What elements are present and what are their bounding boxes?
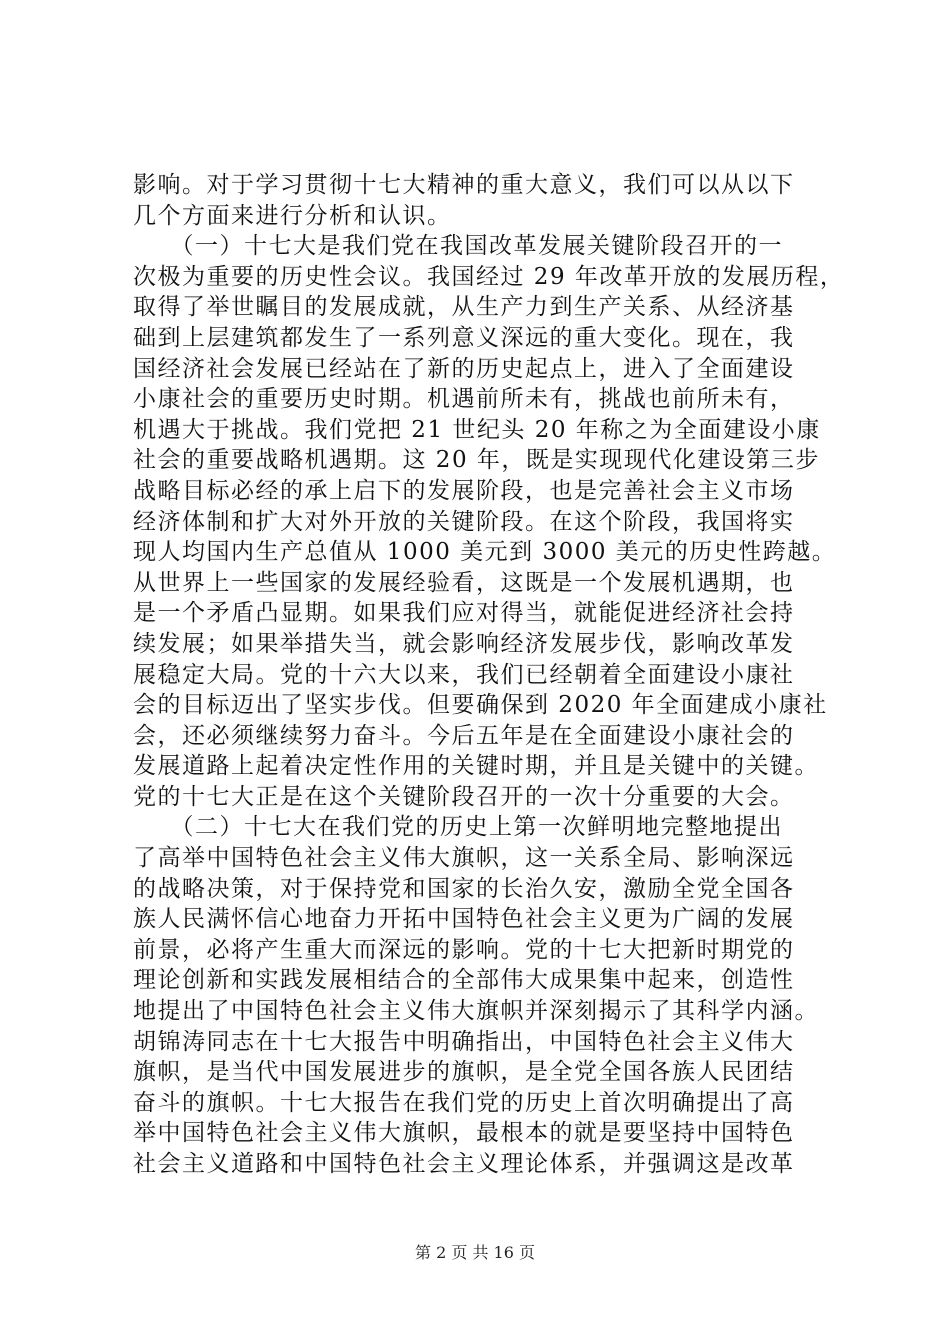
text-line: 理论创新和实践发展相结合的全部伟大成果集中起来，创造性 (133, 967, 795, 994)
text-line: （一）十七大是我们党在我国改革发展关键阶段召开的一 (133, 233, 783, 260)
text-line: 旗帜，是当代中国发展进步的旗帜，是全党全国各族人民团结 (133, 1059, 795, 1086)
text-line: 胡锦涛同志在十七大报告中明确指出，中国特色社会主义伟大 (133, 1028, 795, 1055)
text-line: 举中国特色社会主义伟大旗帜，最根本的就是要坚持中国特色 (133, 1120, 795, 1147)
text-line: 会，还必须继续努力奋斗。今后五年是在全面建设小康社会的 (133, 722, 795, 749)
text-line: 展稳定大局。党的十六大以来，我们已经朝着全面建设小康社 (133, 661, 795, 688)
text-line: 发展道路上起着决定性作用的关键时期，并且是关键中的关键。 (133, 753, 819, 780)
text-line: 会的目标迈出了坚实步伐。但要确保到 2020 年全面建成小康社 (133, 692, 828, 719)
text-line: 续发展；如果举措失当，就会影响经济发展步伐，影响改革发 (133, 630, 795, 657)
text-line: 机遇大于挑战。我们党把 21 世纪头 20 年称之为全面建设小康 (133, 416, 821, 443)
text-line: 的战略决策，对于保持党和国家的长治久安，激励全党全国各 (133, 875, 795, 902)
text-line: 现人均国内生产总值从 1000 美元到 3000 美元的历史性跨越。 (133, 539, 837, 566)
text-line: 小康社会的重要历史时期。机遇前所未有，挑战也前所未有， (133, 386, 795, 413)
text-line: 次极为重要的历史性会议。我国经过 29 年改革开放的发展历程， (133, 263, 845, 290)
page-footer: 第 2 页 共 16 页 (415, 1243, 535, 1262)
text-line: 前景，必将产生重大而深远的影响。党的十七大把新时期党的 (133, 936, 795, 963)
text-line: 地提出了中国特色社会主义伟大旗帜并深刻揭示了其科学内涵。 (133, 998, 819, 1025)
text-line: 社会主义道路和中国特色社会主义理论体系，并强调这是改革 (133, 1151, 795, 1177)
text-line: 影响。对于学习贯彻十七大精神的重大意义，我们可以从以下 (133, 172, 795, 198)
text-line: 从世界上一些国家的发展经验看，这既是一个发展机遇期，也 (133, 569, 795, 596)
body-text (133, 170, 845, 1180)
text-line: 族人民满怀信心地奋力开拓中国特色社会主义更为广阔的发展 (133, 906, 795, 933)
text-line: 党的十七大正是在这个关键阶段召开的一次十分重要的大会。 (133, 783, 795, 810)
text-line: 社会的重要战略机遇期。这 20 年，既是实现现代化建设第三步 (133, 447, 820, 474)
text-line: 奋斗的旗帜。十七大报告在我们党的历史上首次明确提出了高 (133, 1089, 795, 1116)
text-line: 础到上层建筑都发生了一系列意义深远的重大变化。现在，我 (133, 324, 795, 351)
text-line: 经济体制和扩大对外开放的关键阶段。在这个阶段，我国将实 (133, 508, 795, 535)
text-line: 战略目标必经的承上启下的发展阶段，也是完善社会主义市场 (133, 477, 795, 504)
text-line: 国经济社会发展已经站在了新的历史起点上，进入了全面建设 (133, 355, 795, 382)
text-line: 了高举中国特色社会主义伟大旗帜，这一关系全局、影响深远 (133, 845, 795, 872)
text-line: 取得了举世瞩目的发展成就，从生产力到生产关系、从经济基 (133, 294, 795, 321)
text-line: （二）十七大在我们党的历史上第一次鲜明地完整地提出 (133, 814, 783, 841)
text-line: 是一个矛盾凸显期。如果我们应对得当，就能促进经济社会持 (133, 600, 795, 627)
text-line: 几个方面来进行分析和认识。 (133, 202, 452, 229)
